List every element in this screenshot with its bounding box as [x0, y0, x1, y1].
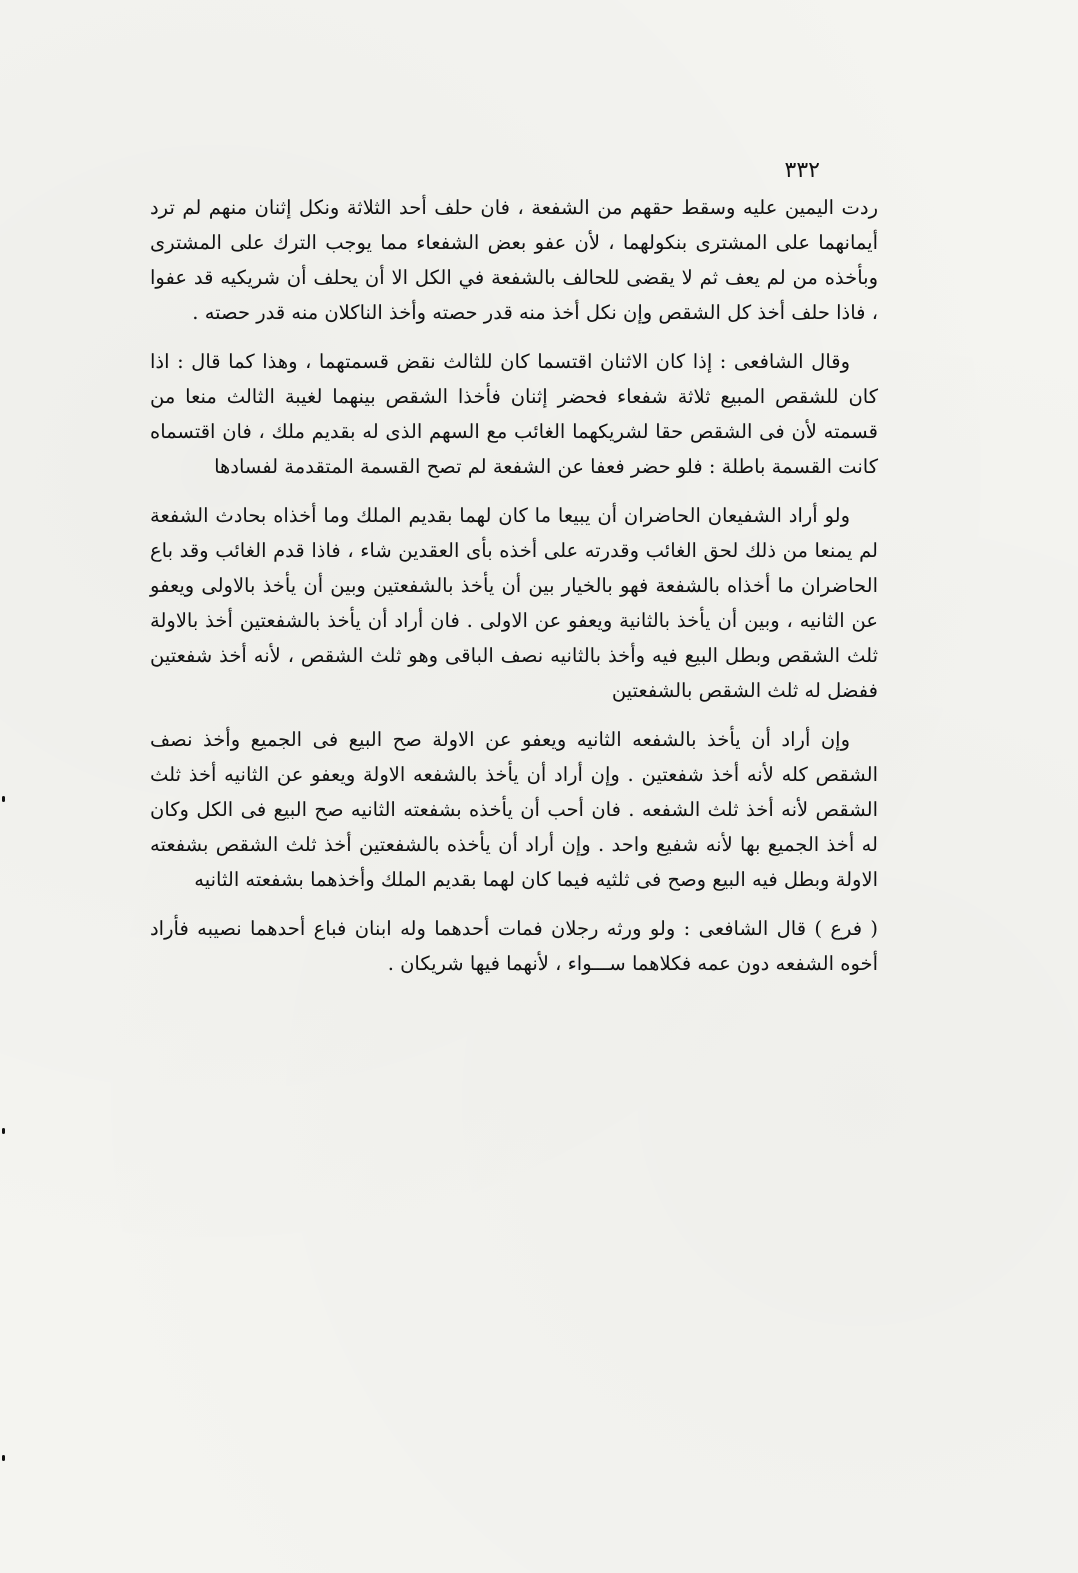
paragraph-1: ردت اليمين عليه وسقط حقهم من الشفعة ، فان حلف أحد الثلاثة ونكل إثنان منهم لم ترد أيمانهما على المشترى بنكولهما ، لأن عفو بعض الشفعاء مما يوجب الترك على المشترى وبأخذه من لم يعف ثم لا يقضى للحالف بالشفعة في الكل الا أن يحلف أن شريكيه قد عفوا ، فاذا حلف أخذ كل الشقص وإن نكل أخذ منه قدر حصته وأخذ الناكلان منه قدر حصته .: [150, 196, 878, 324]
paragraph-3: ولو أراد الشفيعان الحاضران أن يبيعا ما كان لهما بقديم الملك وما أخذاه بحادث الشفعة لم يمنعا من ذلك لحق الغائب وقدرته على أخذه بأى العقدين شاء ، فاذا قدم الغائب وقد باع الحاضران ما أخذاه بالشفعة فهو بالخيار بين أن يأخذ بالشفعتين وبين أن يأخذ بالاولى ويعفو عن الثانيه ، وبين أن يأخذ بالثانية ويعفو عن الاولى . فان أراد أن يأخذ بالشفعتين أخذ بالاولة ثلث الشقص وبطل البيع فيه وأخذ بالثانيه نصف الباقى وهو ثلث الشقص ، لأنه أخذ شفعتين ففضل له ثلث الشقص بالشفعتين: [150, 504, 878, 702]
page-number: ٣٣٢: [784, 158, 820, 183]
body-text: [150, 190, 878, 995]
paragraph-5: ( فرع ) قال الشافعى : ولو ورثه رجلان فمات أحدهما وله ابنان فباع أحدهما نصيبه فأراد أخوه الشفعه دون عمه فكلاهما ســـواء ، لأنهما فيها شريكان .: [150, 917, 878, 975]
margin-speck-left-1: [2, 796, 5, 802]
margin-speck-left-2: [2, 1128, 5, 1134]
paragraph-2: وقال الشافعى : إذا كان الاثنان اقتسما كان للثالث نقض قسمتهما ، وهذا كما قال : اذا كان للشقص المبيع ثلاثة شفعاء فحضر إثنان فأخذا الشقص بينهما لغيبة الثالث منعا من قسمته لأن فى الشقص حقا لشريكهما الغائب مع السهم الذى له بقديم ملك ، فان اقتسماه كانت القسمة باطلة : فلو حضر فعفا عن الشفعة لم تصح القسمة المتقدمة لفسادها: [150, 350, 878, 478]
margin-speck-left-3: [2, 1455, 5, 1461]
paragraph-4: وإن أراد أن يأخذ بالشفعه الثانيه ويعفو عن الاولة صح البيع فى الجميع وأخذ نصف الشقص كله لأنه أخذ شفعتين . وإن أراد أن يأخذ بالشفعه الاولة ويعفو عن الثانيه أخذ ثلث الشقص لأنه أخذ ثلث الشفعه . فان أحب أن يأخذه بشفعته الثانيه صح البيع فى الكل وكان له أخذ الجميع بها لأنه شفيع واحد . وإن أراد أن يأخذه بالشفعتين أخذ ثلث الشقص بشفعته الاولة وبطل فيه البيع وصح فى ثلثيه فيما كان لهما بقديم الملك وأخذهما بشفعته الثانيه: [150, 728, 878, 891]
